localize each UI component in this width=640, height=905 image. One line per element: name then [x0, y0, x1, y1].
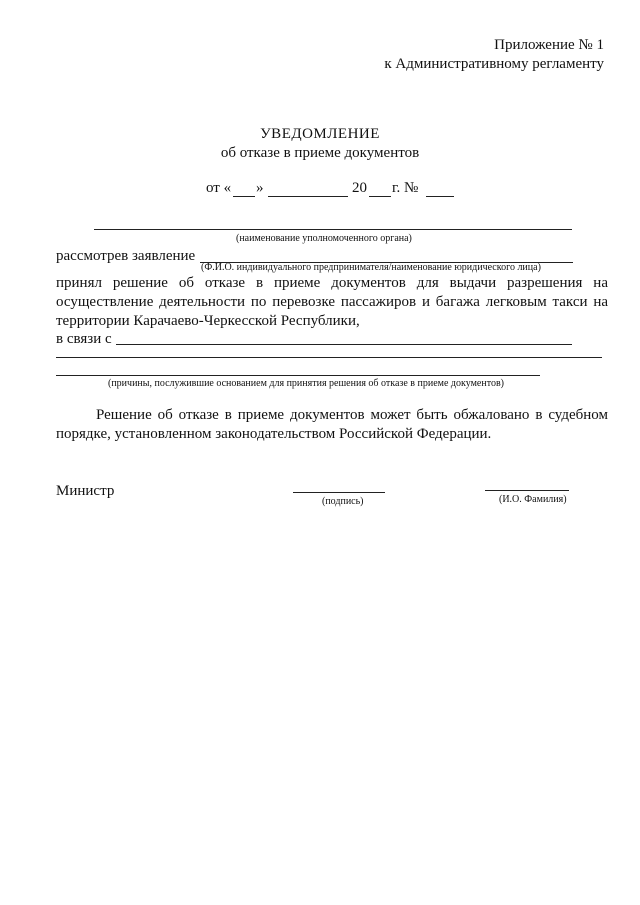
- reasons-blank-1: [116, 344, 572, 345]
- reasons-label: в связи с: [56, 331, 112, 347]
- reasons-blank-2: [56, 357, 602, 358]
- authority-blank: [94, 229, 572, 230]
- decision-line-2: осуществление деятельности по перевозке пассажиров и багажа легковым такси на: [56, 294, 608, 310]
- document-number-blank: [426, 196, 454, 197]
- date-year-blank: [369, 196, 391, 197]
- signature-caption: (подпись): [322, 496, 364, 507]
- appendix-number: Приложение № 1: [494, 37, 604, 53]
- applicant-caption: (Ф.И.О. индивидуального предпринимателя/наименование юридического лица): [201, 262, 541, 273]
- appeal-line-2: порядке, установленном законодательством Российской Федерации.: [56, 426, 492, 442]
- regulation-reference: к Административному регламенту: [384, 56, 604, 72]
- signatory-position: Министр: [56, 483, 115, 499]
- reasons-caption: (причины, послужившие основанием для принятия решения об отказе в приеме документов): [108, 378, 504, 389]
- decision-line-1: принял решение об отказе в приеме документов для выдачи разрешения на: [56, 275, 608, 291]
- decision-line-3: территории Карачаево-Черкесской Республики,: [56, 313, 360, 329]
- signature-blank: [293, 492, 385, 493]
- date-quote-close: »: [256, 180, 264, 196]
- applicant-label: рассмотрев заявление: [56, 248, 196, 264]
- document-subtitle: об отказе в приеме документов: [220, 145, 420, 161]
- reasons-blank-3: [56, 375, 540, 376]
- document-title: УВЕДОМЛЕНИЕ: [260, 126, 380, 142]
- date-prefix: от «: [206, 180, 232, 196]
- date-month-blank: [268, 196, 348, 197]
- date-day-blank: [233, 196, 255, 197]
- name-caption: (И.О. Фамилия): [499, 494, 567, 505]
- name-blank: [485, 490, 569, 491]
- authority-caption: (наименование уполномоченного органа): [236, 233, 412, 244]
- appeal-line-1: Решение об отказе в приеме документов может быть обжаловано в судебном: [96, 407, 608, 423]
- date-year-prefix: 20: [352, 180, 367, 196]
- date-number-label: г. №: [392, 180, 419, 196]
